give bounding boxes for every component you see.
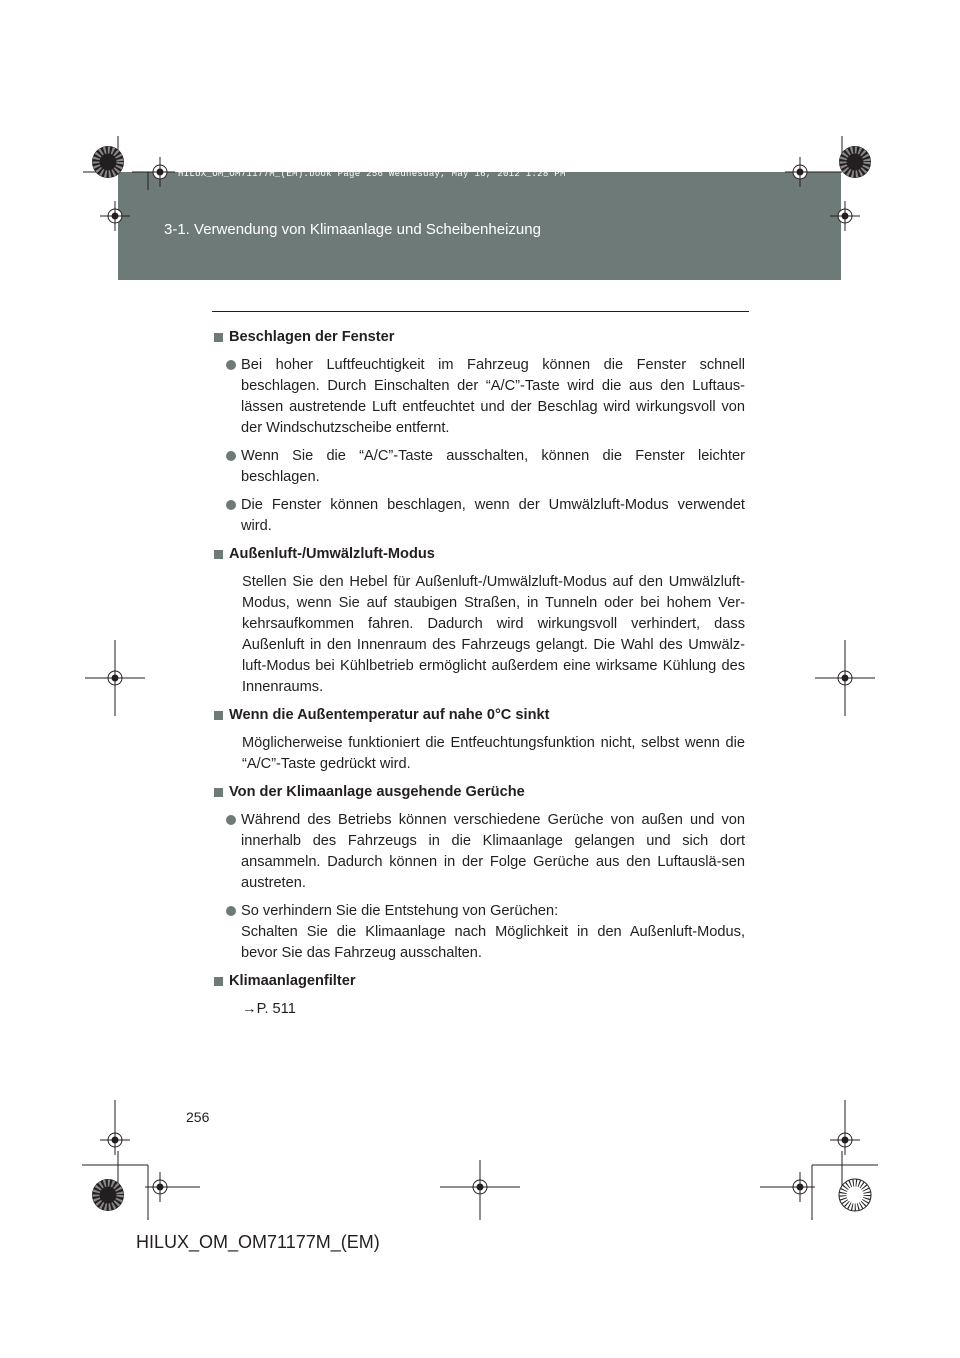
arrow-icon: → xyxy=(242,1001,257,1017)
heading-text: Von der Klimaanlage ausgehende Gerüche xyxy=(229,784,525,800)
crosshair-icon xyxy=(100,201,130,231)
crosshair-icon xyxy=(440,1160,520,1220)
starburst-target-icon xyxy=(92,1179,124,1211)
crosshair-icon xyxy=(830,201,860,231)
crosshair-icon xyxy=(815,640,875,716)
crosshair-icon xyxy=(85,640,145,716)
starburst-target-icon xyxy=(839,146,871,178)
starburst-target-icon xyxy=(839,1179,871,1211)
bullet-text: Wenn Sie die “A/C”-Taste ausschalten, können die Fenster leichter beschlagen. xyxy=(241,448,745,485)
prevent-line-2: Schalten Sie die Klimaanlage nach Möglichkeit in den Außenluft-Modus, bevor Sie das Fahrzeug ausschalten. xyxy=(241,924,745,961)
book-info: HILUX_OM_OM71177M_(EM).book Page 256 Wednesday, May 16, 2012 1:28 PM xyxy=(178,169,566,179)
paragraph-air-mode: Stellen Sie den Hebel für Außenluft-/Umwälzluft-Modus auf den Umwälzluft-Modus, wenn Sie auf staubigen Straßen, in Tunneln oder bei hohem Ver-kehrsaufkommen fahren. Dadurch wird wirkungsvoll verhindert, dass Außenluft in den Innenraum des Fahrzeugs gelangt. Die Wahl des Umwälz-luft-Modus bei Kühlbetrieb ermöglicht außerdem eine wirksame Kühlung des Innenraums. xyxy=(242,574,745,695)
crosshair-icon xyxy=(785,157,815,187)
heading-text: Wenn die Außentemperatur auf nahe 0°C sinkt xyxy=(229,707,550,723)
crosshair-icon xyxy=(145,157,175,187)
starburst-target-icon xyxy=(92,146,124,178)
crosshair-icon xyxy=(145,1172,200,1202)
crosshair-icon xyxy=(760,1172,815,1202)
heading-text: Beschlagen der Fenster xyxy=(229,329,395,345)
page-number: 256 xyxy=(186,1109,210,1125)
bullet-text: Die Fenster können beschlagen, wenn der Umwälzluft-Modus verwendet wird. xyxy=(241,497,745,534)
footer-code: HILUX_OM_OM71177M_(EM) xyxy=(136,1232,380,1252)
reference-link[interactable]: P. 511 xyxy=(256,1001,296,1017)
paragraph-cold: Möglicherweise funktioniert die Entfeuchtungsfunktion nicht, selbst wenn die “A/C”-Taste gedrückt wird. xyxy=(242,735,745,772)
prevent-line-1: So verhindern Sie die Entstehung von Gerüchen: xyxy=(241,903,559,919)
crosshair-icon xyxy=(100,1100,130,1155)
bullet-text: Bei hoher Luftfeuchtigkeit im Fahrzeug können die Fenster schnell beschlagen. Durch Einschalten der “A/C”-Taste wird die aus den Luftaus-lässen austretende Luft entfeuchtet und der Beschlag wird wirkungsvoll von der Windschutzscheibe entfernt. xyxy=(241,357,745,436)
bullet-text: Während des Betriebs können verschiedene Gerüche von außen und von innerhalb des Fahrzeugs in die Klimaanlage gelangen und sich dort ansammeln. Dadurch können in der Folge Gerüche aus den Luftauslä-sen austreten. xyxy=(241,812,745,891)
crosshair-icon xyxy=(830,1100,860,1155)
section-title: 3-1. Verwendung von Klimaanlage und Scheibenheizung xyxy=(164,221,541,238)
heading-text: Klimaanlagenfilter xyxy=(229,973,356,989)
heading-text: Außenluft-/Umwälzluft-Modus xyxy=(229,546,435,562)
